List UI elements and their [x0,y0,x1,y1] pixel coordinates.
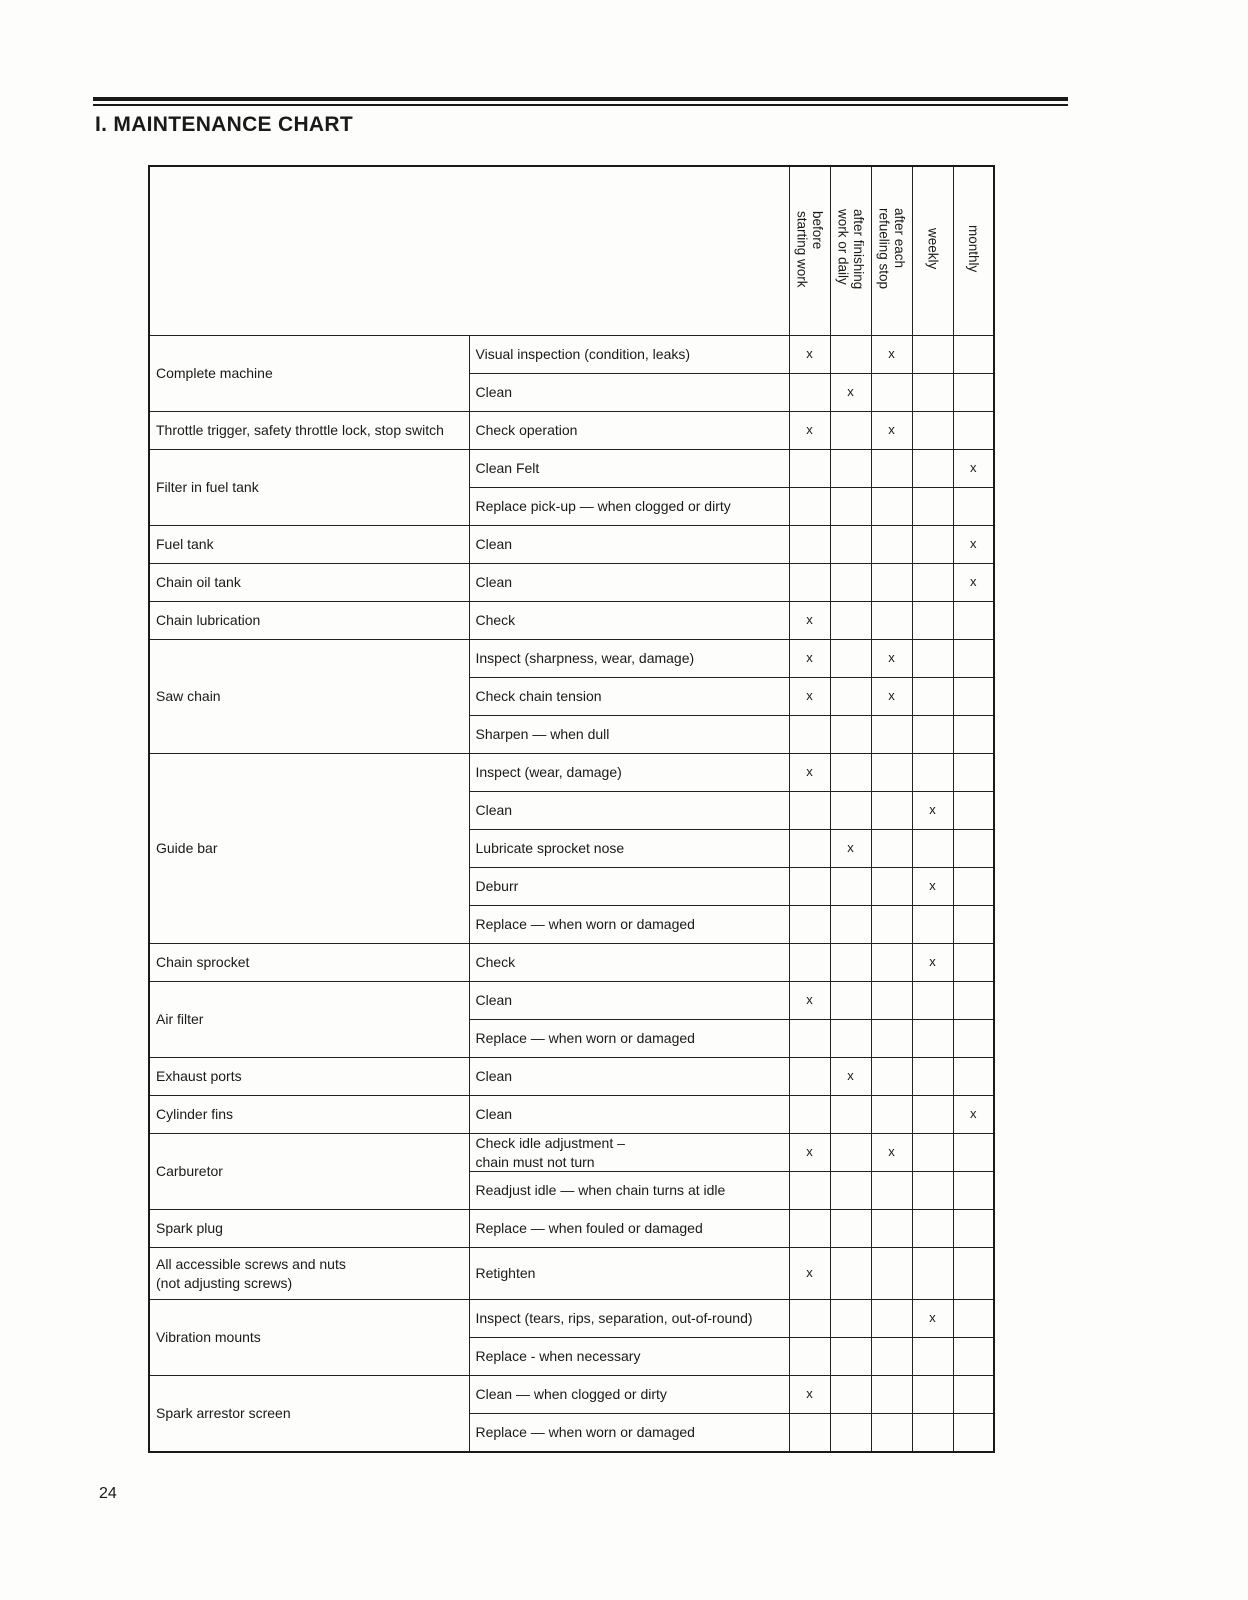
interval-mark-cell [912,1020,953,1058]
interval-mark-cell [830,336,871,374]
interval-mark-cell [871,1248,912,1300]
interval-mark-cell [789,488,830,526]
interval-mark-cell [871,1020,912,1058]
interval-mark-cell [871,830,912,868]
interval-mark-cell [871,716,912,754]
task-cell: Inspect (wear, damage) [469,754,789,792]
interval-mark-cell: x [871,336,912,374]
interval-mark-cell [953,1414,994,1452]
page-title: I. MAINTENANCE CHART [95,113,353,136]
table-row [149,602,994,640]
interval-mark-cell: x [789,602,830,640]
interval-mark-cell: x [871,412,912,450]
interval-mark-cell [789,906,830,944]
interval-mark-cell: x [789,412,830,450]
interval-mark-cell [871,1300,912,1338]
task-cell: Clean [469,792,789,830]
component-cell: Filter in fuel tank [149,450,469,526]
interval-mark-cell [830,564,871,602]
task-cell: Readjust idle — when chain turns at idle [469,1172,789,1210]
chart-body [149,336,994,1452]
interval-mark-cell [912,678,953,716]
interval-mark-cell [871,792,912,830]
table-row [149,1300,994,1338]
interval-mark-cell [830,678,871,716]
interval-mark-cell [953,1248,994,1300]
task-cell: Replace — when worn or damaged [469,1020,789,1058]
interval-mark-cell [912,526,953,564]
interval-mark-cell [912,564,953,602]
component-cell: Spark plug [149,1210,469,1248]
component-cell: Exhaust ports [149,1058,469,1096]
component-cell: Saw chain [149,640,469,754]
interval-mark-cell [830,640,871,678]
interval-mark-cell [789,564,830,602]
table-row [149,564,994,602]
task-cell: Replace — when fouled or damaged [469,1210,789,1248]
interval-mark-cell [953,1134,994,1172]
interval-mark-cell: x [830,374,871,412]
interval-mark-cell [830,526,871,564]
interval-mark-cell [789,526,830,564]
interval-mark-cell [953,602,994,640]
interval-mark-cell [830,1414,871,1452]
task-cell: Deburr [469,868,789,906]
interval-mark-cell [789,1210,830,1248]
interval-mark-cell [871,374,912,412]
interval-mark-cell: x [789,1134,830,1172]
table-row [149,412,994,450]
component-cell: Spark arrestor screen [149,1376,469,1452]
interval-mark-cell [953,1210,994,1248]
table-row [149,450,994,488]
interval-mark-cell [912,374,953,412]
top-rule-thin [93,104,1068,106]
column-header-weekly: weekly [912,166,953,336]
interval-mark-cell [912,716,953,754]
interval-mark-cell [912,1414,953,1452]
column-header-after-refueling: after each refueling stop [871,166,912,336]
interval-mark-cell [871,982,912,1020]
component-cell: Chain sprocket [149,944,469,982]
interval-mark-cell [953,1376,994,1414]
table-row [149,754,994,792]
task-cell: Clean [469,374,789,412]
interval-mark-cell [830,1096,871,1134]
component-cell: Cylinder fins [149,1096,469,1134]
interval-mark-cell [830,1338,871,1376]
interval-mark-cell [830,754,871,792]
interval-mark-cell [912,488,953,526]
interval-mark-cell [912,450,953,488]
table-row [149,982,994,1020]
task-cell: Sharpen — when dull [469,716,789,754]
interval-mark-cell [830,906,871,944]
interval-mark-cell [912,1210,953,1248]
task-cell: Check operation [469,412,789,450]
table-row [149,1096,994,1134]
interval-mark-cell [953,982,994,1020]
interval-mark-cell: x [789,982,830,1020]
interval-mark-cell: x [912,868,953,906]
interval-mark-cell [789,792,830,830]
interval-mark-cell [830,716,871,754]
task-cell: Lubricate sprocket nose [469,830,789,868]
table-row [149,336,994,374]
interval-mark-cell [953,1020,994,1058]
interval-mark-cell [830,412,871,450]
task-cell: Clean [469,1058,789,1096]
table-row [149,1134,994,1172]
task-cell: Replace — when worn or damaged [469,906,789,944]
interval-mark-cell [912,830,953,868]
table-row [149,1376,994,1414]
interval-mark-cell [953,1172,994,1210]
page-number: 24 [99,1485,117,1502]
interval-mark-cell [830,602,871,640]
interval-mark-cell [871,1210,912,1248]
interval-mark-cell [953,792,994,830]
interval-mark-cell [871,1058,912,1096]
interval-mark-cell: x [789,640,830,678]
interval-mark-cell [912,412,953,450]
interval-mark-cell [789,1020,830,1058]
interval-mark-cell: x [912,792,953,830]
component-cell: Complete machine [149,336,469,412]
interval-mark-cell [912,1338,953,1376]
interval-mark-cell [830,1210,871,1248]
interval-mark-cell [871,868,912,906]
interval-mark-cell [789,1300,830,1338]
task-cell: Visual inspection (condition, leaks) [469,336,789,374]
interval-mark-cell [871,564,912,602]
interval-mark-cell: x [789,1376,830,1414]
interval-mark-cell [953,754,994,792]
component-cell: Chain lubrication [149,602,469,640]
interval-mark-cell [953,868,994,906]
interval-mark-cell: x [789,678,830,716]
interval-mark-cell: x [912,1300,953,1338]
component-cell: All accessible screws and nuts (not adjusting screws) [149,1248,469,1300]
component-cell: Throttle trigger, safety throttle lock, stop switch [149,412,469,450]
interval-mark-cell [789,374,830,412]
table-row [149,1210,994,1248]
interval-mark-cell [953,678,994,716]
interval-mark-cell: x [871,678,912,716]
task-cell: Clean — when clogged or dirty [469,1376,789,1414]
interval-mark-cell [830,1134,871,1172]
task-cell: Inspect (sharpness, wear, damage) [469,640,789,678]
interval-mark-cell [953,830,994,868]
interval-mark-cell: x [953,564,994,602]
task-cell: Retighten [469,1248,789,1300]
task-cell: Replace - when necessary [469,1338,789,1376]
interval-mark-cell [871,754,912,792]
interval-mark-cell [830,982,871,1020]
interval-mark-cell [830,1300,871,1338]
interval-mark-cell [912,906,953,944]
component-cell: Chain oil tank [149,564,469,602]
interval-mark-cell [871,944,912,982]
interval-mark-cell [912,1134,953,1172]
interval-mark-cell [953,1058,994,1096]
interval-mark-cell: x [789,336,830,374]
interval-mark-cell [830,944,871,982]
interval-mark-cell [871,1338,912,1376]
interval-mark-cell [830,1172,871,1210]
interval-mark-cell [912,1058,953,1096]
interval-mark-cell [830,792,871,830]
interval-mark-cell: x [912,944,953,982]
interval-mark-cell [871,1376,912,1414]
interval-mark-cell [953,488,994,526]
header-row [149,166,994,336]
task-cell: Clean Felt [469,450,789,488]
interval-mark-cell [789,1338,830,1376]
top-rule-thick [93,97,1068,101]
task-cell: Check chain tension [469,678,789,716]
column-header-monthly: monthly [953,166,994,336]
interval-mark-cell [789,1414,830,1452]
interval-mark-cell [912,1172,953,1210]
interval-mark-cell [830,1248,871,1300]
interval-mark-cell [953,1300,994,1338]
interval-mark-cell [953,1338,994,1376]
interval-mark-cell [789,1058,830,1096]
interval-mark-cell [789,450,830,488]
interval-mark-cell [912,1096,953,1134]
table-row [149,526,994,564]
task-cell: Check [469,944,789,982]
component-cell: Air filter [149,982,469,1058]
component-cell: Vibration mounts [149,1300,469,1376]
interval-mark-cell [912,982,953,1020]
interval-mark-cell [871,526,912,564]
component-cell: Fuel tank [149,526,469,564]
task-cell: Clean [469,1096,789,1134]
interval-mark-cell: x [789,754,830,792]
table-row [149,1058,994,1096]
component-cell: Guide bar [149,754,469,944]
column-header-after-finishing-work: after finishing work or daily [830,166,871,336]
interval-mark-cell [871,450,912,488]
interval-mark-cell [871,1414,912,1452]
interval-mark-cell [953,906,994,944]
interval-mark-cell [830,1020,871,1058]
interval-mark-cell [912,754,953,792]
interval-mark-cell [912,640,953,678]
interval-mark-cell [912,1248,953,1300]
table-row [149,640,994,678]
interval-mark-cell [871,488,912,526]
interval-mark-cell: x [871,1134,912,1172]
interval-mark-cell [830,868,871,906]
interval-mark-cell [789,1096,830,1134]
interval-mark-cell: x [830,1058,871,1096]
interval-mark-cell: x [871,640,912,678]
interval-mark-cell [912,602,953,640]
interval-mark-cell: x [830,830,871,868]
task-cell: Inspect (tears, rips, separation, out-of-round) [469,1300,789,1338]
interval-mark-cell [789,716,830,754]
interval-mark-cell: x [789,1248,830,1300]
column-header-before-starting-work: before starting work [789,166,830,336]
task-cell: Replace pick-up — when clogged or dirty [469,488,789,526]
interval-mark-cell [789,944,830,982]
interval-mark-cell [871,602,912,640]
interval-mark-cell: x [953,526,994,564]
interval-mark-cell [871,1172,912,1210]
interval-mark-cell [912,1376,953,1414]
interval-mark-cell [871,906,912,944]
task-cell: Check [469,602,789,640]
task-cell: Replace — when worn or damaged [469,1414,789,1452]
task-cell: Clean [469,982,789,1020]
interval-mark-cell [830,450,871,488]
interval-mark-cell [830,1376,871,1414]
interval-mark-cell [953,640,994,678]
interval-mark-cell [953,374,994,412]
task-cell: Clean [469,526,789,564]
interval-mark-cell [789,868,830,906]
task-cell: Check idle adjustment – chain must not turn [469,1134,789,1172]
header-blank-cell [149,166,789,336]
interval-mark-cell [953,944,994,982]
interval-mark-cell: x [953,1096,994,1134]
interval-mark-cell [912,336,953,374]
maintenance-chart-table [148,165,995,1453]
interval-mark-cell [789,1172,830,1210]
interval-mark-cell: x [953,450,994,488]
interval-mark-cell [953,336,994,374]
component-cell: Carburetor [149,1134,469,1210]
interval-mark-cell [789,830,830,868]
interval-mark-cell [830,488,871,526]
interval-mark-cell [871,1096,912,1134]
interval-mark-cell [953,716,994,754]
table-row [149,944,994,982]
task-cell: Clean [469,564,789,602]
table-row [149,1248,994,1300]
interval-mark-cell [953,412,994,450]
